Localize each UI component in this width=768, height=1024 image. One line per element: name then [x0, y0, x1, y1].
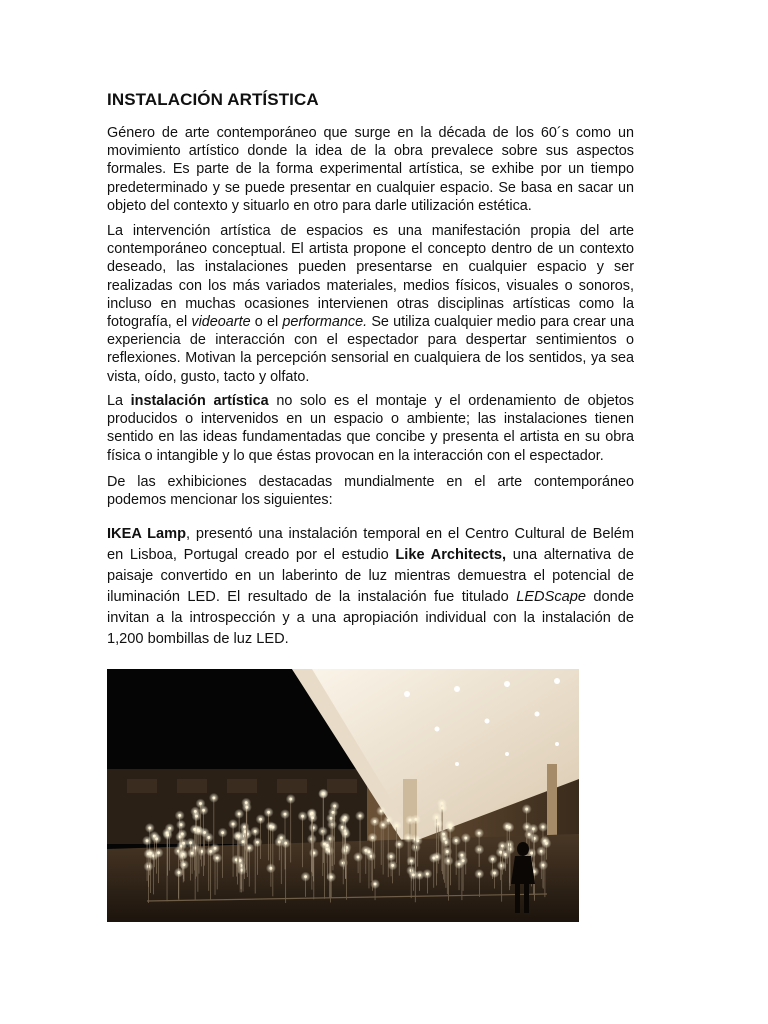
led-bulb: [146, 839, 149, 842]
bold-term: instalación artística: [130, 393, 269, 409]
page-title: INSTALACIÓN ARTÍSTICA: [107, 90, 319, 109]
led-bulb: [221, 831, 224, 834]
led-bulb: [412, 874, 415, 877]
led-bulb: [530, 852, 533, 855]
led-bulb: [323, 843, 326, 846]
led-bulb: [271, 826, 274, 829]
led-bulb: [532, 827, 535, 830]
led-bulb: [373, 820, 376, 823]
led-bulb: [153, 835, 156, 838]
led-bulb: [391, 864, 394, 867]
led-bulb: [182, 853, 185, 856]
led-bulb: [508, 826, 511, 829]
led-bulb: [248, 847, 251, 850]
paragraph-text: , presentó una instalación temporal en el Centro Cultural de Belém en Lisboa, Portugal creado por el estudio: [107, 526, 634, 563]
led-bulb: [368, 850, 371, 853]
led-bulb: [435, 816, 438, 819]
led-bulb: [382, 823, 385, 826]
led-bulb: [232, 823, 235, 826]
led-bulb: [342, 818, 345, 821]
led-bulb: [259, 818, 262, 821]
paragraph-text: una alternativa de paisaje convertido en un laberinto de luz mientras demuestra el potencial de iluminación LED. El resultado de la instalación fue titulado: [107, 547, 634, 605]
led-bulb: [407, 836, 410, 839]
ledscape-photo: [107, 669, 579, 922]
led-bulb: [410, 860, 413, 863]
led-bulb: [526, 825, 529, 828]
led-bulb: [542, 864, 545, 867]
led-bulb: [491, 858, 494, 861]
paragraph-text: La intervención artística de espacios es una manifestación propia del arte contemporáneo conceptual. El artista propone el concepto dentro de un contexto deseado, las instalaciones pueden presentarse en cualquier espacio y ser realizadas con los más variados materiales, medios físicos, visuales o sonoros, incluso en muchas ocasiones intervienen otras disciplinas artísticas como la fotografía, el: [107, 223, 634, 331]
led-bulb: [447, 859, 450, 862]
led-bulb: [214, 847, 217, 850]
led-bulb: [330, 817, 333, 820]
led-bulb: [395, 824, 398, 827]
led-bulb: [235, 858, 238, 861]
paragraph-ikea-lamp: [107, 524, 634, 650]
led-bulb: [525, 808, 528, 811]
led-bulb: [333, 805, 336, 808]
led-bulb: [212, 796, 215, 799]
led-bulb: [178, 814, 181, 817]
led-bulb: [371, 836, 374, 839]
led-bulb: [426, 872, 429, 875]
paragraph-text: no solo es el montaje y el ordenamiento de objetos producidos o intervenidos en un espacio o ambiente; las instalaciones tienen sentido en las ideas fundamentadas que concibe y presenta el artista en su obra física o intangible y lo que éstas provocan en la interacción con el espectador.: [107, 393, 634, 464]
led-bulb: [195, 815, 198, 818]
led-bulb: [181, 833, 184, 836]
led-bulb: [380, 810, 383, 813]
led-bulb: [168, 827, 171, 830]
led-bulb: [191, 852, 194, 855]
led-bulb: [245, 806, 248, 809]
led-bulb: [304, 875, 307, 878]
italic-term: LEDScape: [516, 589, 586, 605]
paragraph-intervention: [107, 222, 634, 386]
led-bulb: [270, 867, 273, 870]
led-bulb: [478, 873, 481, 876]
led-bulb: [267, 811, 270, 814]
led-bulb: [414, 838, 417, 841]
led-bulb: [238, 812, 241, 815]
led-bulb: [301, 815, 304, 818]
led-bulb: [437, 822, 440, 825]
led-bulb: [332, 811, 335, 814]
led-bulb: [540, 850, 543, 853]
led-bulb: [458, 863, 461, 866]
led-bulb: [542, 826, 545, 829]
led-bulb: [182, 842, 185, 845]
italic-term: videoarte: [191, 314, 251, 331]
led-bulb: [180, 823, 183, 826]
led-bulb: [374, 883, 377, 886]
paragraph-exhibitions-intro: De las exhibiciones destacadas mundialmente en el arte contemporáneo podemos mencionar los siguientes:: [107, 474, 634, 509]
led-bulb: [500, 864, 503, 867]
led-bulb: [436, 855, 439, 858]
led-bulb: [183, 863, 186, 866]
led-bulb: [493, 872, 496, 875]
led-bulb: [166, 834, 169, 837]
led-bulb: [199, 802, 202, 805]
led-bulb: [322, 792, 325, 795]
led-bulb: [330, 876, 333, 879]
led-bulb: [341, 826, 344, 829]
paragraph-text: donde invitan a la introspección y a una apropiación individual con la instalación de 1,200 bombillas de luz LED.: [107, 589, 634, 647]
led-bulb: [449, 826, 452, 829]
paragraph-definition: Género de arte contemporáneo que surge en la década de los 60´s como un movimiento artístico donde la idea de la obra prevalece sobre sus aspectos formales. Es parte de la forma experimental artística, se exhibe por un tiempo predeterminado y se puede presentar en cualquier espacio. Se basa en sacar un objeto del contexto y situarlo en otro para darle utilización estética.: [107, 125, 634, 214]
led-bulb: [398, 843, 401, 846]
paragraph-installation: [107, 392, 634, 465]
led-bulb: [289, 798, 292, 801]
paragraph-text: Se utiliza cualquier medio para crear una experiencia de interacción con el espectador para despertar sentimientos o reflexiones. Motivan la percepción sensorial en cualquiera de los sentidos, ya sea vista, oído, gusto, tacto y olfato.: [107, 314, 635, 385]
paragraph-text: La: [107, 393, 131, 409]
led-bulb: [177, 871, 180, 874]
led-bulb: [344, 832, 347, 835]
led-bulb: [256, 841, 259, 844]
led-bulb: [418, 874, 421, 877]
ledscape-photo-illustration: [107, 669, 579, 922]
led-bulb: [189, 841, 192, 844]
paragraph-text: o el: [250, 314, 283, 331]
led-bulb: [478, 832, 481, 835]
led-bulb: [359, 814, 362, 817]
led-bulb: [280, 836, 283, 839]
led-bulb: [311, 816, 314, 819]
led-bulb: [242, 840, 245, 843]
led-bulb: [202, 809, 205, 812]
led-bulb: [441, 807, 444, 810]
led-bulb: [216, 857, 219, 860]
led-bulb: [284, 842, 287, 845]
led-bulb: [545, 842, 548, 845]
led-bulb: [455, 839, 458, 842]
led-bulb: [528, 833, 531, 836]
led-bulb: [414, 818, 417, 821]
led-bulb: [240, 869, 243, 872]
led-bulb: [147, 852, 150, 855]
led-bulb: [236, 834, 239, 837]
bold-term: Like Architects,: [395, 547, 507, 563]
italic-term: performance.: [282, 314, 368, 331]
led-bulb: [390, 855, 393, 858]
led-bulb: [207, 836, 210, 839]
led-bulb: [342, 861, 345, 864]
led-bulb: [329, 837, 332, 840]
led-bulb: [443, 837, 446, 840]
led-bulb: [501, 844, 504, 847]
bold-term: IKEA Lamp: [107, 526, 187, 542]
led-bulb: [198, 829, 201, 832]
led-bulb: [148, 827, 151, 830]
led-bulb: [284, 813, 287, 816]
led-bulb: [446, 850, 449, 853]
led-bulb: [387, 819, 390, 822]
led-bulb: [357, 856, 360, 859]
led-bulb: [504, 853, 507, 856]
led-bulb: [464, 837, 467, 840]
led-bulb: [254, 830, 257, 833]
